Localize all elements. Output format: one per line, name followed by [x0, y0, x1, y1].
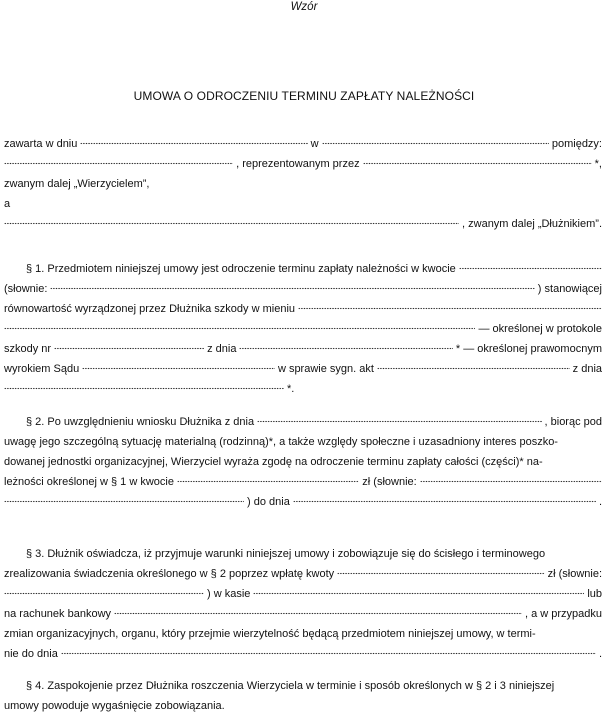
paragraph-3 — [4, 544, 602, 664]
paragraph-text: zmian organizacyjnych, organu, który przejmie wierzytelność będącą przedmiotem niniejszej umowy, w termi- — [4, 628, 536, 640]
paragraph-text: § 4. Zaspokojenie przez Dłużnika roszczenia Wierzyciela w terminie i sposób określonych w § 2 i 3 niniejszej — [26, 680, 555, 692]
parties-section — [4, 134, 602, 234]
cashier-blank[interactable] — [253, 589, 584, 597]
case-number-blank[interactable] — [377, 364, 570, 372]
paragraph-text: zrealizowania świadczenia określonego w § 2 poprzez wpłatę kwoty — [4, 568, 335, 580]
paragraph-text: § 2. Po uwzględnieniu wniosku Dłużnika z dnia — [26, 416, 255, 428]
request-date-blank[interactable] — [257, 417, 541, 425]
paragraph-line — [4, 432, 602, 452]
court-blank[interactable] — [82, 364, 275, 372]
place-blank[interactable] — [322, 139, 549, 147]
paragraph-text: zł (słownie: — [547, 568, 602, 580]
deferred-amount-words-continued-blank[interactable] — [4, 497, 244, 505]
paragraph-text: . — [598, 648, 602, 660]
representative-blank[interactable] — [363, 159, 592, 167]
intro-line — [4, 154, 602, 174]
paragraph-text: ) stanowiącej — [537, 283, 602, 295]
paragraph-line — [4, 644, 602, 664]
paragraph-line — [4, 279, 602, 299]
paragraph-1 — [4, 259, 602, 399]
paragraph-text: uwagę jego szczególną sytuację materialną (rodzinną)*, a także względy społeczne i uzasadniony interes poszko- — [4, 436, 558, 448]
paragraph-text: *. — [287, 383, 295, 395]
deferred-amount-blank[interactable] — [177, 477, 359, 485]
paragraph-text: zł (słownie: — [362, 476, 417, 488]
template-label: Wzór — [290, 1, 318, 13]
paragraph-line — [4, 259, 602, 279]
intro-text: *, — [594, 158, 602, 170]
paragraph-line — [4, 584, 602, 604]
paragraph-text: — określonej w protokole — [478, 323, 602, 335]
paragraph-text: leżności określonej w § 1 w kwocie — [4, 476, 174, 488]
intro-text: , zwanym dalej „Dłużnikiem”. — [462, 218, 602, 230]
paragraph-text: szkody nr — [4, 343, 52, 355]
property-blank[interactable] — [298, 304, 602, 312]
paragraph-text: (słownie: — [4, 283, 48, 295]
intro-line — [4, 134, 602, 154]
property-continued-blank[interactable] — [4, 324, 475, 332]
paragraph-line — [4, 604, 602, 624]
paragraph-line — [4, 564, 602, 584]
paragraph-line — [4, 676, 602, 696]
paragraph-text: § 1. Przedmiotem niniejszej umowy jest odroczenie terminu zapłaty należności w kwocie — [26, 263, 456, 275]
paragraph-text: , a w przypadku — [524, 608, 602, 620]
paragraph-text: umowy powoduje wygaśnięcie zobowiązania. — [4, 700, 225, 712]
intro-text: a — [4, 198, 11, 210]
intro-text: zawarta w dniu — [4, 138, 78, 150]
intro-line — [4, 174, 602, 194]
paragraph-line — [4, 472, 602, 492]
paragraph-text: równowartość wyrządzonej przez Dłużnika szkody w mieniu — [4, 303, 296, 315]
bank-account-blank[interactable] — [114, 609, 522, 617]
transfer-deadline-blank[interactable] — [61, 649, 596, 657]
paragraph-text: wyrokiem Sądu — [4, 363, 80, 375]
intro-text: , reprezentowanym przez — [236, 158, 360, 170]
paragraph-text: z dnia — [207, 343, 237, 355]
paragraph-2 — [4, 412, 602, 512]
paragraph-text: ) w kasie — [207, 588, 251, 600]
paragraph-text: ) do dnia — [247, 496, 290, 508]
paragraph-4 — [4, 676, 602, 716]
paragraph-text: nie do dnia — [4, 648, 58, 660]
paragraph-text: dowanej jednostki organizacyjnej, Wierzyciel wyraża zgodę na odroczenie terminu zapłaty całości (części)* na- — [4, 456, 543, 468]
paragraph-line — [4, 359, 602, 379]
paragraph-text: . — [598, 496, 602, 508]
paragraph-text: z dnia — [572, 363, 603, 375]
paragraph-line — [4, 319, 602, 339]
protocol-number-blank[interactable] — [54, 344, 204, 352]
paragraph-line — [4, 544, 602, 564]
paragraph-line — [4, 339, 602, 359]
creditor-name-blank[interactable] — [4, 159, 233, 167]
paragraph-line — [4, 379, 602, 399]
paragraph-line — [4, 696, 602, 716]
paragraph-line — [4, 299, 602, 319]
intro-text: zwanym dalej „Wierzycielem”, — [4, 178, 150, 190]
paragraph-text: * — określonej prawomocnym — [455, 343, 602, 355]
paragraph-text: , biorąc pod — [544, 416, 602, 428]
amount-blank[interactable] — [459, 264, 602, 272]
paragraph-text: na rachunek bankowy — [4, 608, 112, 620]
payment-amount-blank[interactable] — [337, 569, 544, 577]
payment-amount-words-blank[interactable] — [4, 589, 204, 597]
amount-words-blank[interactable] — [50, 284, 534, 292]
deadline-date-blank[interactable] — [293, 497, 596, 505]
intro-text: w — [310, 138, 319, 150]
date-blank[interactable] — [80, 139, 307, 147]
paragraph-text: lub — [587, 588, 602, 600]
intro-line — [4, 214, 602, 234]
document-title: UMOWA O ODROCZENIU TERMINU ZAPŁATY NALEŻNOŚCI — [133, 89, 475, 103]
paragraph-line — [4, 452, 602, 472]
paragraph-text: w sprawie sygn. akt — [277, 363, 374, 375]
paragraph-text: § 3. Dłużnik oświadcza, iż przyjmuje warunki niniejszej umowy i zobowiązuje się do ścisłego i terminowego — [26, 548, 546, 560]
protocol-date-blank[interactable] — [239, 344, 452, 352]
intro-line — [4, 194, 602, 214]
paragraph-line — [4, 412, 602, 432]
intro-text: pomiędzy: — [551, 138, 602, 150]
paragraph-line — [4, 624, 602, 644]
judgment-date-blank[interactable] — [4, 384, 284, 392]
paragraph-line — [4, 492, 602, 512]
debtor-name-blank[interactable] — [4, 219, 459, 227]
deferred-amount-words-blank[interactable] — [420, 477, 602, 485]
